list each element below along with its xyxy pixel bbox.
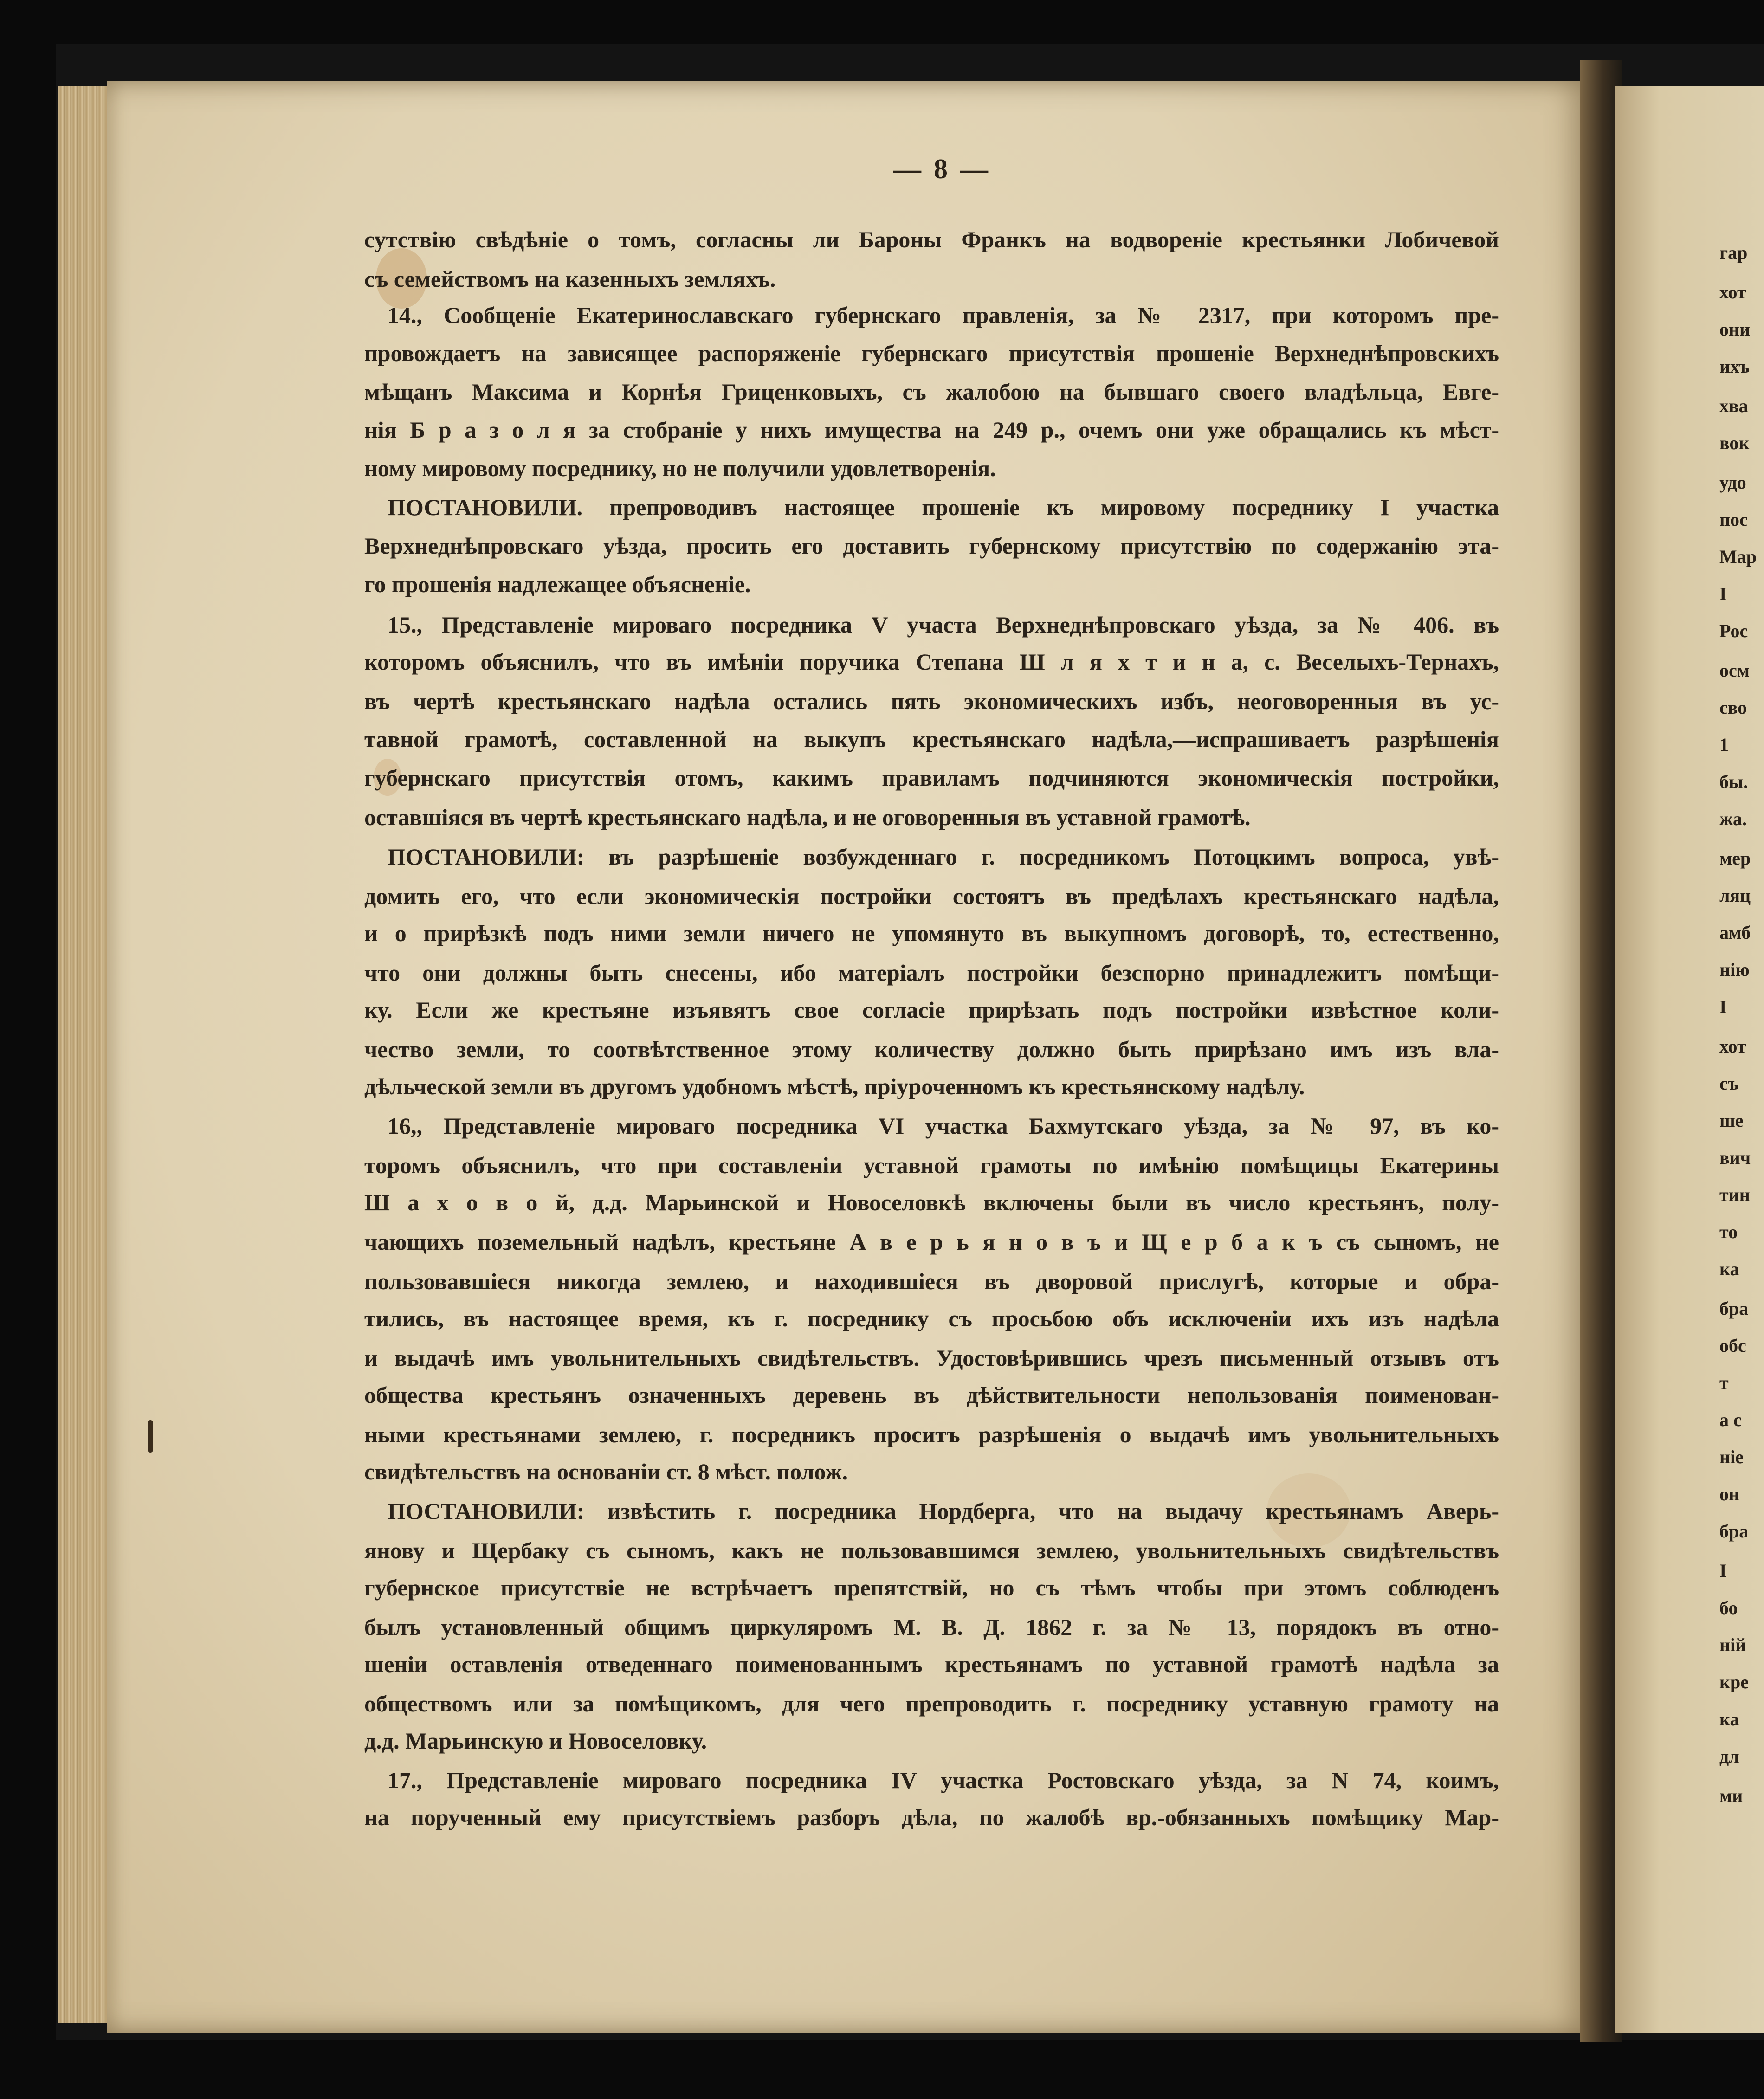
- right-page-fragment: дл: [1719, 1746, 1739, 1767]
- right-page-fragment: I: [1719, 1560, 1727, 1581]
- right-page-fragment: бра: [1719, 1298, 1749, 1319]
- right-page-fragment: бо: [1719, 1597, 1738, 1618]
- right-page-fragment: а с: [1719, 1409, 1742, 1430]
- text-line: и выдачѣ имъ увольнительныхъ свидѣтельствъ. Удостовѣрившись чрезъ письменный отзывъ отъ: [364, 1345, 1499, 1371]
- text-line: домить его, что если экономическія постройки состоятъ въ предѣлахъ крестьянскаго надѣла,: [364, 883, 1499, 909]
- text-line: го прошенія надлежащее объясненіе.: [364, 571, 751, 597]
- right-page-fragment: то: [1719, 1221, 1738, 1242]
- right-page-fragment: бы.: [1719, 771, 1748, 792]
- right-page-fragment: удо: [1719, 472, 1746, 493]
- text-line: 14., Сообщеніе Екатеринославскаго губернскаго правленія, за № 2317, при которомъ пре-: [388, 302, 1499, 328]
- text-line: 15., Представленіе мироваго посредника V участа Верхнеднѣпровскаго уѣзда, за № 406. въ: [388, 612, 1499, 638]
- right-page: [1615, 86, 1764, 2033]
- right-page-fragment: ляц: [1719, 885, 1751, 906]
- right-page-fragment: нію: [1719, 959, 1750, 980]
- text-line: провождаетъ на зависящее распоряженіе губернскаго присутствія прошеніе Верхнеднѣпровскихъ: [364, 340, 1499, 366]
- right-page-fragment: ній: [1719, 1634, 1746, 1655]
- right-page-fragment: пос: [1719, 509, 1748, 530]
- text-line: въ чертѣ крестьянскаго надѣла остались пять экономическихъ избъ, неоговоренныя въ ус-: [364, 688, 1499, 714]
- page-number-header: — 8 —: [893, 154, 991, 184]
- text-line: свидѣтельствъ на основаніи ст. 8 мѣст. полож.: [364, 1459, 848, 1485]
- text-line: ку. Если же крестьяне изъявятъ свое согласіе прирѣзать подъ постройки извѣстное коли-: [364, 997, 1499, 1023]
- right-page-fragment: хва: [1719, 395, 1748, 416]
- text-line: Ш а х о в о й, д.д. Марьинской и Новоселовкѣ включены были въ число крестьянъ, полу-: [364, 1189, 1499, 1215]
- binding-mark: [148, 1420, 153, 1453]
- text-line: янову и Щербаку съ сыномъ, какъ не пользовавшимся землею, увольнительныхъ свидѣтельствъ: [364, 1537, 1499, 1563]
- right-page-fragment: 1: [1719, 734, 1729, 755]
- right-page-fragment: ніе: [1719, 1447, 1744, 1467]
- text-line: пользовавшіеся никогда землею, и находившіеся въ дворовой прислугѣ, которые и обра-: [364, 1268, 1499, 1294]
- right-page-fragment: т: [1719, 1372, 1729, 1393]
- right-page-fragment: ка: [1719, 1259, 1739, 1279]
- right-page-fragment: I: [1719, 996, 1727, 1017]
- text-line: и о прирѣзкѣ подъ ними земли ничего не упомянуто въ выкупномъ договорѣ, то, естественно,: [364, 920, 1499, 946]
- text-line: губернскаго присутствія отомъ, какимъ правиламъ подчиняются экономическія постройки,: [364, 765, 1499, 791]
- text-line: губернское присутствіе не встрѣчаетъ препятствій, но съ тѣмъ чтобы при этомъ соблюденъ: [364, 1575, 1499, 1601]
- page-edges: [58, 86, 109, 2023]
- right-page-fragment: ихъ: [1719, 356, 1750, 377]
- right-page-fragment: хот: [1719, 1036, 1746, 1057]
- text-line: что они должны быть снесены, ибо матеріалъ постройки безспорно принадлежитъ помѣщи-: [364, 960, 1499, 986]
- text-line: мѣщанъ Максима и Корнѣя Гриценковыхъ, съ жалобою на бывшаго своего владѣльца, Евге-: [364, 379, 1499, 405]
- right-page-fragment: Рос: [1719, 620, 1748, 641]
- right-page-fragment: I: [1719, 583, 1727, 604]
- text-line: д.д. Марьинскую и Новоселовку.: [364, 1728, 707, 1754]
- right-page-fragment: тин: [1719, 1184, 1750, 1205]
- right-page-fragment: вич: [1719, 1147, 1751, 1168]
- right-page-fragment: они: [1719, 319, 1751, 340]
- text-line: которомъ объяснилъ, что въ имѣніи поручика Степана Ш л я х т и н а, с. Веселыхъ-Тернахъ,: [364, 649, 1499, 675]
- text-line: на порученный ему присутствіемъ разборъ дѣла, по жалобѣ вр.-обязанныхъ помѣщику Мар-: [364, 1804, 1499, 1830]
- text-line: торомъ объяснилъ, что при составленіи уставной грамоты по имѣнію помѣщицы Екатерины: [364, 1152, 1499, 1178]
- right-page-fragment: ше: [1719, 1110, 1744, 1131]
- text-line: оставшіяся въ чертѣ крестьянскаго надѣла, и не оговоренныя въ уставной грамотѣ.: [364, 804, 1251, 830]
- text-line: съ семействомъ на казенныхъ земляхъ.: [364, 266, 776, 292]
- text-line: Верхнеднѣпровскаго уѣзда, просить его доставить губернскому присутствію по содержанію эта-: [364, 533, 1499, 559]
- right-page-fragment: осм: [1719, 660, 1750, 681]
- right-page-fragment: ка: [1719, 1709, 1739, 1730]
- text-line: обществомъ или за помѣщикомъ, для чего препроводить г. посреднику уставную грамоту на: [364, 1691, 1499, 1717]
- right-page-fragment: амб: [1719, 922, 1751, 943]
- text-line: нія Б р а з о л я за стобраніе у нихъ имущества на 249 р., очемъ они уже обращались къ мѣст-: [364, 417, 1499, 443]
- right-page-fragment: он: [1719, 1484, 1740, 1505]
- text-line: чающихъ поземельный надѣлъ, крестьяне А в е р ь я н о в ъ и Щ е р б а к ъ съ сыномъ, не: [364, 1229, 1499, 1255]
- right-page-fragment: обс: [1719, 1335, 1746, 1356]
- text-line: сутствію свѣдѣніе о томъ, согласны ли Бароны Франкъ на водвореніе крестьянки Лобичевой: [364, 226, 1499, 252]
- text-line: былъ установленный общимъ циркуляромъ М. В. Д. 1862 г. за № 13, порядокъ въ отно-: [364, 1614, 1499, 1640]
- text-line: ПОСТАНОВИЛИ. препроводивъ настоящее прошеніе къ мировому посреднику I участка: [388, 494, 1499, 520]
- right-page-fragment: мер: [1719, 848, 1751, 869]
- right-page-fragment: кре: [1719, 1672, 1749, 1692]
- right-page-fragment: гар: [1719, 242, 1748, 263]
- text-line: ными крестьянами землею, г. посредникъ проситъ разрѣшенія о выдачѣ имъ увольнительныхъ: [364, 1421, 1499, 1447]
- text-line: тавной грамотѣ, составленной на выкупъ крестьянскаго надѣла,—испрашиваетъ разрѣшенія: [364, 726, 1499, 752]
- right-page-fragment: хот: [1719, 282, 1746, 303]
- text-line: ПОСТАНОВИЛИ: въ разрѣшеніе возбужденнаго г. посредникомъ Потоцкимъ вопроса, увѣ-: [388, 844, 1499, 870]
- text-line: ПОСТАНОВИЛИ: извѣстить г. посредника Нордберга, что на выдачу крестьянамъ Аверь-: [388, 1498, 1499, 1524]
- text-line: чество земли, то соотвѣтственное этому количеству должно быть прирѣзано имъ изъ вла-: [364, 1036, 1499, 1062]
- right-page-fragment: жа.: [1719, 808, 1747, 829]
- text-line: тились, въ настоящее время, къ г. посреднику съ просьбою объ исключеніи ихъ изъ надѣла: [364, 1305, 1499, 1331]
- text-line: дѣльческой земли въ другомъ удобномъ мѣстѣ, пріуроченномъ къ крестьянскому надѣлу.: [364, 1073, 1305, 1099]
- text-line: 17., Представленіе мироваго посредника IV участка Ростовскаго уѣзда, за N 74, коимъ,: [388, 1767, 1499, 1793]
- right-page-fragment: съ: [1719, 1073, 1739, 1094]
- right-page-fragment: Мар: [1719, 546, 1757, 567]
- right-page-fragment: вок: [1719, 433, 1750, 453]
- text-line: ному мировому посреднику, но не получили удовлетворенія.: [364, 455, 996, 481]
- text-line: шеніи оставленія отведеннаго поименованнымъ крестьянамъ по уставной грамотѣ надѣла за: [364, 1651, 1499, 1677]
- text-line: 16,, Представленіе мироваго посредника VI участка Бахмутскаго уѣзда, за № 97, въ ко-: [388, 1113, 1499, 1139]
- right-page-fragment: сво: [1719, 697, 1747, 718]
- text-line: общества крестьянъ означенныхъ деревень въ дѣйствительности непользованія поименован-: [364, 1382, 1499, 1408]
- right-page-fragment: бра: [1719, 1521, 1749, 1542]
- right-page-fragment: ми: [1719, 1785, 1743, 1806]
